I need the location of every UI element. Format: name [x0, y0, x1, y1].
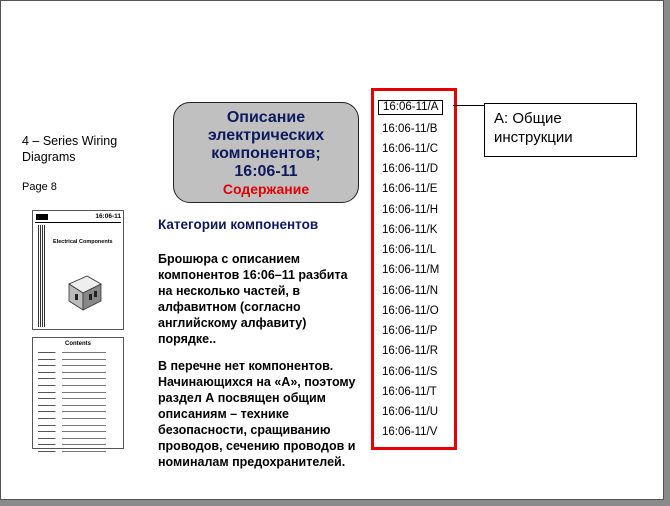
callout-box [484, 103, 637, 157]
contents-page-thumbnail [32, 337, 124, 449]
contents-line [38, 359, 118, 360]
description-line: компонентов; [211, 145, 321, 162]
code-item-e[interactable]: 16:06-11/E [382, 183, 438, 195]
contents-line [38, 372, 118, 373]
contents-line [38, 352, 118, 353]
callout-line2: инструкции [494, 129, 573, 146]
contents-line [38, 444, 118, 445]
contents-line [38, 431, 118, 432]
code-item-o[interactable]: 16:06-11/O [382, 305, 439, 317]
code-item-u[interactable]: 16:06-11/U [382, 406, 439, 418]
contents-line [38, 451, 118, 452]
code-item-l[interactable]: 16:06-11/L [382, 244, 437, 256]
description-subtitle: Содержание [222, 181, 310, 197]
code-item-v[interactable]: 16:06-11/V [382, 426, 438, 438]
code-item-k[interactable]: 16:06-11/K [382, 224, 438, 236]
categories-heading: Категории компонентов [158, 217, 319, 232]
code-item-s[interactable]: 16:06-11/S [382, 366, 438, 378]
code-item-d[interactable]: 16:06-11/D [382, 163, 439, 175]
thumbnail-title: Electrical Components [53, 239, 113, 245]
code-item-t[interactable]: 16:06-11/T [382, 386, 437, 398]
code-item-n[interactable]: 16:06-11/N [382, 285, 439, 297]
description-line: Описание [226, 109, 306, 126]
code-item-c[interactable]: 16:06-11/C [382, 143, 439, 155]
code-item-p[interactable]: 16:06-11/P [382, 325, 438, 337]
code-item-r[interactable]: 16:06-11/R [382, 345, 439, 357]
description-line: электрических [207, 127, 325, 144]
intro-paragraph: Брошюра с описанием компонентов 16:06–11 разбита на несколько частей, в алфавитном (согласно английскому алфавиту) порядке.. [158, 252, 348, 346]
page-label: Page 8 [22, 181, 57, 193]
description-title-box [173, 102, 359, 203]
callout-connector [453, 105, 484, 106]
callout-line1: A: Общие [494, 110, 562, 127]
contents-line [38, 411, 118, 412]
contents-line [38, 378, 118, 379]
code-item-b[interactable]: 16:06-11/B [382, 123, 438, 135]
note-paragraph: В перечне нет компонентов. Начинающихся на «А», поэтому раздел А посвящен общим описаниям – технике безопасности, сращиванию проводов, сечению проводов и номиналам предохранителей. [158, 359, 356, 469]
section-code-list [371, 88, 457, 450]
description-line: 16:06-11 [234, 163, 298, 180]
contents-line [38, 365, 118, 366]
contents-line [38, 438, 118, 439]
contents-line [38, 398, 118, 399]
contents-title: Contents [65, 341, 91, 347]
contents-line [38, 385, 118, 386]
booklet-cover-thumbnail [32, 210, 124, 330]
section-title [22, 133, 142, 165]
component-image-icon [61, 266, 106, 316]
thumbnail-header: 16:06-11 [35, 213, 121, 223]
logo-icon [36, 214, 48, 220]
thumbnail-side-bar [38, 225, 46, 327]
contents-line [38, 418, 118, 419]
section-title-line1: 4 – Series Wiring [22, 134, 118, 148]
contents-lines [38, 352, 118, 444]
section-title-line2: Diagrams [22, 150, 76, 164]
contents-line [38, 425, 118, 426]
contents-line [38, 392, 118, 393]
code-item-a[interactable]: 16:06-11/A [378, 100, 443, 115]
code-item-h[interactable]: 16:06-11/H [382, 204, 439, 216]
contents-line [38, 405, 118, 406]
code-item-m[interactable]: 16:06-11/M [382, 264, 440, 276]
